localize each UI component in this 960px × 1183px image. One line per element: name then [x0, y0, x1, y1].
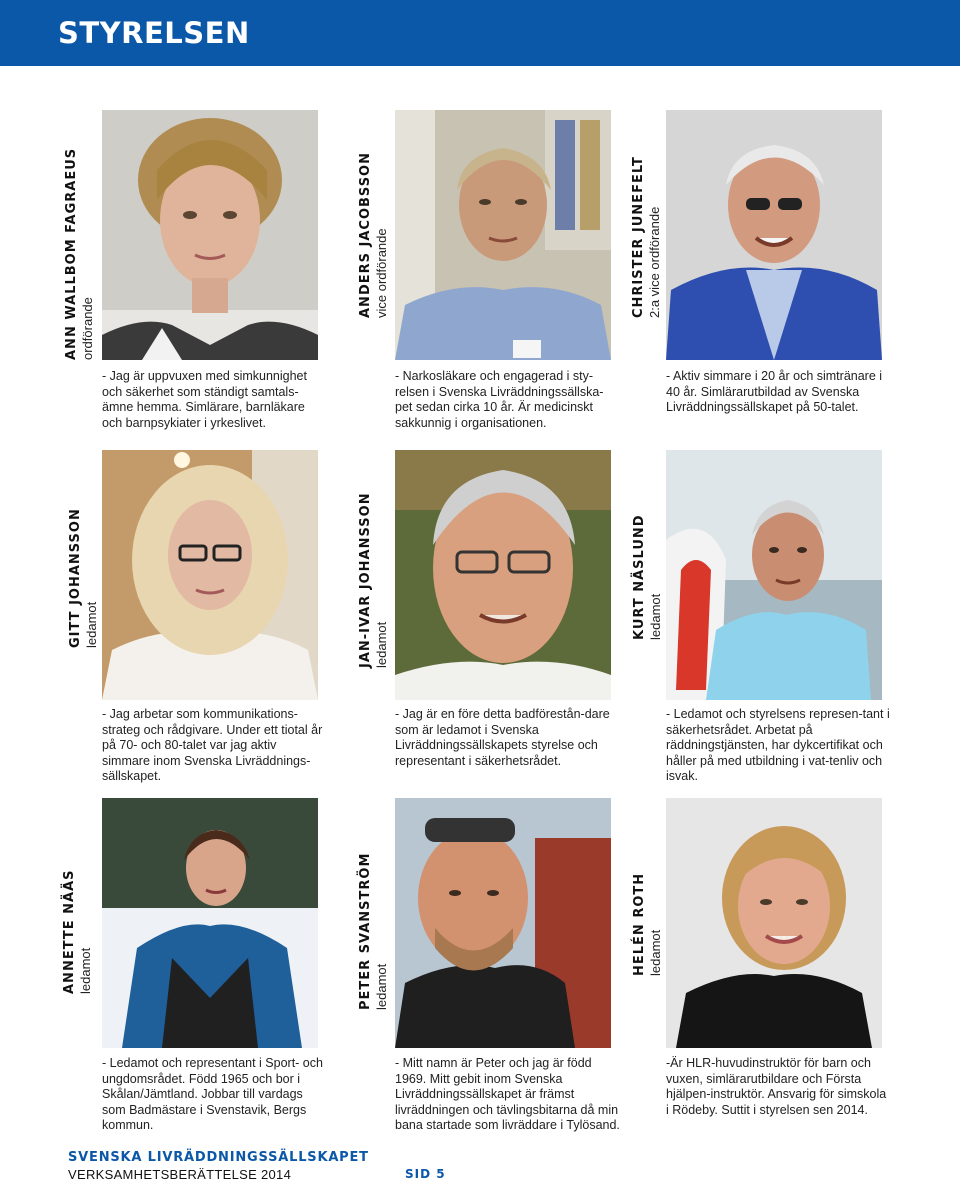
member-name: ANNETTE NÄÄS	[62, 869, 77, 994]
member-role: vice ordförande	[374, 228, 389, 318]
member-bio: - Aktiv simmare i 20 år och simtränare i 40 år. Simlärarutbildad av Svenska Livräddningssällskapet på 50-talet.	[666, 369, 883, 414]
member-annette-naas	[62, 798, 98, 1048]
member-jan-ivar-johansson	[358, 450, 394, 700]
footer-report-title: VERKSAMHETSBERÄTTELSE 2014	[68, 1167, 292, 1182]
member-anders-jacobsson	[358, 110, 394, 360]
member-bio: -Är HLR-huvudinstruktör för barn och vuxen, simlärarutbildare och Första hjälpen-instruktör. Ansvarig för simskola i Rödeby. Suttit i styrelsen sen 2014.	[666, 1056, 887, 1117]
member-name: PETER SVANSTRÖM	[358, 852, 373, 1010]
member-name: ANDERS JACOBSSON	[358, 152, 373, 318]
member-photo	[102, 798, 318, 1048]
member-ann-wallbom-fagraeus	[64, 110, 100, 360]
member-bio: - Ledamot och representant i Sport- och ungdomsrådet. Född 1965 och bor i Skålan/Jämtland. Jobbar till vardags som Badmästare i Svenstavik, Bergs kommun.	[102, 1056, 323, 1132]
member-role: ledamot	[374, 963, 389, 1010]
member-bio: - Mitt namn är Peter och jag är född 1969. Mitt gebit inom Svenska Livräddningssällskapet är främst livräddningen och tävlingsbitarna då min bana startade som livräddare i Tylösand.	[395, 1056, 620, 1132]
member-role: 2:a vice ordförande	[647, 206, 662, 318]
page-header	[0, 0, 960, 66]
member-name: KURT NÄSLUND	[632, 514, 647, 640]
member-name: GITT JOHANSSON	[68, 508, 83, 648]
member-photo	[666, 110, 882, 360]
member-name: JAN-IVAR JOHANSSON	[358, 492, 373, 668]
member-photo	[395, 450, 611, 700]
member-photo	[102, 110, 318, 360]
member-helen-roth	[632, 798, 668, 1048]
member-role: ordförande	[80, 297, 95, 360]
member-role: ledamot	[374, 621, 389, 668]
member-bio: - Narkosläkare och engagerad i sty-relsen i Svenska Livräddningssällska-pet sedan cirka 10 år. Är medicinskt sakkunnig i organisationen.	[395, 369, 604, 430]
member-role: ledamot	[78, 947, 93, 994]
member-gitt-johansson	[68, 450, 104, 700]
member-photo	[666, 450, 882, 700]
member-role: ledamot	[648, 929, 663, 976]
member-photo	[395, 110, 611, 360]
member-role: ledamot	[84, 601, 99, 648]
member-bio: - Jag är en före detta badförestån-dare som är ledamot i Svenska Livräddningssällskapets styrelse och representant i säkerhetsrådet.	[395, 707, 610, 768]
member-name: HELÉN ROTH	[632, 872, 647, 976]
member-name: CHRISTER JUNEFELT	[631, 156, 646, 318]
member-photo	[102, 450, 318, 700]
member-photo	[395, 798, 611, 1048]
member-role: ledamot	[648, 593, 663, 640]
member-bio: - Jag arbetar som kommunikations-strateg och rådgivare. Under ett tiotal år på 70- och 80-talet var jag aktiv simmare inom Svenska Livräddnings-sällskapet.	[102, 707, 323, 783]
footer-organization: SVENSKA LIVRÄDDNINGSSÄLLSKAPET	[68, 1150, 369, 1165]
member-name: ANN WALLBOM FAGRAEUS	[64, 147, 79, 360]
member-christer-junefelt	[631, 110, 667, 360]
member-bio: - Jag är uppvuxen med simkunnighet och säkerhet som ständigt samtals-ämne hemma. Simlärare, barnläkare och barnpsykiater i yrkeslivet.	[102, 369, 307, 430]
page-number: SID 5	[405, 1167, 446, 1181]
page-title: STYRELSEN	[58, 16, 250, 50]
member-kurt-naslund	[632, 450, 668, 700]
member-peter-svanstrom	[358, 798, 394, 1048]
member-photo	[666, 798, 882, 1048]
member-bio: - Ledamot och styrelsens represen-tant i säkerhetsrådet. Arbetat på räddningstjänsten, har dykcertifikat och håller på med utbildning i vat-tenliv och isvak.	[666, 707, 890, 783]
